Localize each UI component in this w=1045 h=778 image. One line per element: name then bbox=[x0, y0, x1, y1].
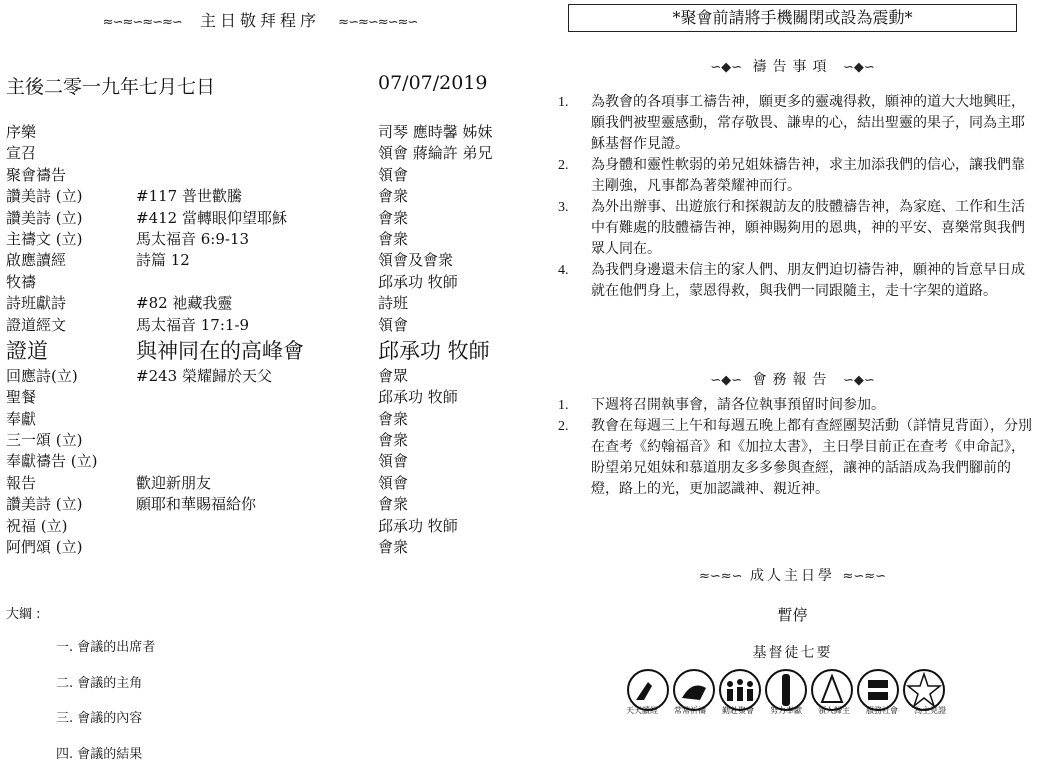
seven-musts-label: 勤赴聚會 bbox=[722, 705, 754, 716]
program-item: 讚美詩 (立) bbox=[6, 208, 82, 229]
program-row bbox=[6, 409, 511, 430]
outline-item: 三. 會議的內容 bbox=[56, 707, 155, 743]
program-row bbox=[6, 165, 511, 186]
outline-item: 一. 會議的出席者 bbox=[56, 636, 155, 672]
program-title: 主日敬拜程序 bbox=[200, 11, 320, 30]
flourish-left-icon: ∽◆∽ bbox=[710, 373, 742, 388]
program-row bbox=[6, 473, 511, 494]
list-text: 為教會的各項事工禱告神，願更多的靈魂得救，願神的道大大地興旺，願我們被聖靈感動，常存敬畏、謙卑的心，結出聖靈的果子，同為主耶穌基督作見證。 bbox=[591, 94, 1025, 152]
program-person: 會眾 bbox=[378, 366, 408, 387]
program-content: 願耶和華賜福給你 bbox=[136, 494, 256, 515]
program-row bbox=[6, 122, 511, 143]
program-row bbox=[6, 430, 511, 451]
program-row bbox=[6, 537, 511, 558]
program-content: #412 當轉眼仰望耶穌 bbox=[136, 208, 287, 229]
program-content: #117 普世歡騰 bbox=[136, 186, 242, 207]
program-person: 領會 bbox=[378, 315, 408, 336]
program-item: 奉獻禱告 (立) bbox=[6, 451, 97, 472]
program-content: 馬太福音 6:9-13 bbox=[136, 229, 249, 250]
seven-musts-labels bbox=[626, 705, 946, 716]
program-row bbox=[6, 143, 511, 164]
program-item: 聚會禱告 bbox=[6, 165, 66, 186]
program-item: 奉獻 bbox=[6, 409, 36, 430]
program-person: 邱承功 牧師 bbox=[378, 272, 458, 293]
program-item: 證道經文 bbox=[6, 315, 66, 336]
prayer-list bbox=[558, 92, 1038, 302]
program-item: 聖餐 bbox=[6, 387, 36, 408]
flourish-right-icon: ∽◆∽ bbox=[843, 373, 875, 388]
worship-program-page bbox=[0, 0, 520, 768]
program-item: 牧禱 bbox=[6, 272, 36, 293]
program-row bbox=[6, 494, 511, 515]
program-person: 會衆 bbox=[378, 537, 408, 558]
date-line bbox=[6, 72, 486, 99]
program-item: 祝福 (立) bbox=[6, 516, 67, 537]
list-number: 4. bbox=[558, 260, 569, 281]
list-number: 1. bbox=[558, 92, 569, 113]
list-number: 2. bbox=[558, 416, 569, 437]
seven-musts-title: 基督徒七要 bbox=[540, 642, 1045, 662]
program-row bbox=[6, 208, 511, 229]
program-item: 報告 bbox=[6, 473, 36, 494]
list-item bbox=[558, 197, 1038, 260]
outline-item: 二. 會議的主角 bbox=[56, 672, 155, 708]
program-person: 會衆 bbox=[378, 409, 408, 430]
flourish-right-icon: ≈∽≈∽ bbox=[842, 569, 886, 584]
list-item bbox=[558, 92, 1038, 155]
program-content: 詩篇 12 bbox=[136, 250, 190, 271]
program-person: 領會 bbox=[378, 451, 408, 472]
program-person: 邱承功 牧師 bbox=[378, 387, 458, 408]
program-row bbox=[6, 250, 511, 271]
outline-title: 大綱 : bbox=[6, 603, 41, 622]
list-item bbox=[558, 155, 1038, 197]
program-item: 主禱文 (立) bbox=[6, 229, 82, 250]
sunday-school-title bbox=[540, 565, 1045, 585]
program-item: 證道 bbox=[6, 336, 48, 366]
program-item: 讚美詩 (立) bbox=[6, 186, 82, 207]
seven-musts-label: 為主見證 bbox=[914, 705, 946, 716]
program-person: 會衆 bbox=[378, 208, 408, 229]
program-row bbox=[6, 315, 511, 336]
program-row bbox=[6, 387, 511, 408]
list-item bbox=[558, 395, 1038, 416]
program-item: 啟應讀經 bbox=[6, 250, 66, 271]
list-text: 教會在每週三上午和每週五晚上都有查經團契活動（詳情見背面），分別在查考《約翰福音》和《加拉太書》，主日學目前正在查考《申命記》，盼望弟兄姐妹和慕道朋友多多參與查經，讓神的話語成為我們腳前的燈，路上的光，更加認識神、親近神。 bbox=[591, 418, 1032, 497]
outline-list bbox=[56, 636, 155, 778]
program-content: 與神同在的高峰會 bbox=[136, 336, 304, 366]
list-text: 下週将召開執事會，請各位執事預留时间参加。 bbox=[591, 397, 885, 413]
program-person: 邱承功 牧師 bbox=[378, 336, 490, 366]
seven-musts-label: 常常祈禱 bbox=[674, 705, 706, 716]
program-item: 序樂 bbox=[6, 122, 36, 143]
program-person: 詩班 bbox=[378, 293, 408, 314]
program-row bbox=[6, 516, 511, 537]
list-number: 2. bbox=[558, 155, 569, 176]
announcements-page bbox=[540, 0, 1045, 768]
program-row bbox=[6, 366, 511, 387]
prayer-title-text: 禱告事項 bbox=[753, 59, 833, 75]
program-item: 回應詩(立) bbox=[6, 366, 78, 387]
program-item: 三一頌 (立) bbox=[6, 430, 82, 451]
outline-item: 四. 會議的結果 bbox=[56, 743, 155, 778]
list-text: 為外出辦事、出遊旅行和探親訪友的肢體禱告神，為家庭、工作和生活中有難處的肢體禱告神，願神賜夠用的恩典，神的平安、喜樂常與我們眾人同在。 bbox=[591, 199, 1025, 257]
sunday-school-title-text: 成人主日學 bbox=[750, 568, 835, 584]
flourish-right-icon: ∽◆∽ bbox=[843, 60, 875, 75]
program-content: 歡迎新朋友 bbox=[136, 473, 211, 494]
program-content: 馬太福音 17:1-9 bbox=[136, 315, 249, 336]
seven-musts-label: 領人歸主 bbox=[818, 705, 850, 716]
program-content: #82 祂藏我靈 bbox=[136, 293, 232, 314]
flourish-left-icon: ≈∽≈∽ bbox=[699, 569, 743, 584]
program-person: 會衆 bbox=[378, 494, 408, 515]
program-person: 領會 bbox=[378, 165, 408, 186]
seven-musts-label: 天天讀經 bbox=[626, 705, 658, 716]
program-person: 領會 bbox=[378, 473, 408, 494]
affairs-title-text: 會務報告 bbox=[753, 372, 833, 388]
program-row bbox=[6, 229, 511, 250]
program-row bbox=[6, 336, 511, 366]
list-text: 為身體和靈性軟弱的弟兄姐妹禱告神，求主加添我們的信心，讓我們靠主剛強，凡事都為著榮耀神而行。 bbox=[591, 157, 1025, 194]
program-row bbox=[6, 293, 511, 314]
list-number: 1. bbox=[558, 395, 569, 416]
date-numeric: 07/07/2019 bbox=[378, 72, 488, 94]
affairs-list bbox=[558, 395, 1038, 500]
program-person: 會衆 bbox=[378, 229, 408, 250]
list-text: 為我們身邊還未信主的家人們、朋友們迫切禱告神，願神的旨意早日成就在他們身上，蒙恩得救，與我們一同跟隨主，走十字架的道路。 bbox=[591, 262, 1025, 299]
program-item: 讚美詩 (立) bbox=[6, 494, 82, 515]
sunday-school-status: 暫停 bbox=[540, 604, 1045, 625]
program-row bbox=[6, 451, 511, 472]
program-list bbox=[6, 122, 511, 558]
ornament-right: ≈∽≈∽≈∽≈∽ bbox=[338, 15, 417, 30]
program-person: 會衆 bbox=[378, 430, 408, 451]
program-person: 領會 蔣綸許 弟兄 bbox=[378, 143, 493, 164]
list-item bbox=[558, 260, 1038, 302]
date-chinese: 主後二零一九年七月七日 bbox=[6, 76, 215, 98]
program-row bbox=[6, 186, 511, 207]
program-row bbox=[6, 272, 511, 293]
seven-musts-label: 服務社會 bbox=[866, 705, 898, 716]
service-icon bbox=[858, 670, 898, 710]
program-item: 阿們頌 (立) bbox=[6, 537, 82, 558]
list-item bbox=[558, 416, 1038, 500]
program-person: 會衆 bbox=[378, 186, 408, 207]
prayer-section-title bbox=[540, 56, 1045, 76]
program-item: 詩班獻詩 bbox=[6, 293, 66, 314]
list-number: 3. bbox=[558, 197, 569, 218]
program-item: 宣召 bbox=[6, 143, 36, 164]
ornament-left: ≈∽≈∽≈∽≈∽ bbox=[103, 15, 182, 30]
program-header bbox=[80, 8, 440, 31]
program-content: #243 榮耀歸於天父 bbox=[136, 366, 272, 387]
program-person: 邱承功 牧師 bbox=[378, 516, 458, 537]
flourish-left-icon: ∽◆∽ bbox=[710, 60, 742, 75]
affairs-section-title bbox=[540, 369, 1045, 389]
program-person: 司琴 應時馨 姊妹 bbox=[378, 122, 493, 143]
program-person: 領會及會衆 bbox=[378, 250, 453, 271]
seven-musts-label: 努力奉獻 bbox=[770, 705, 802, 716]
phone-notice: *聚會前請將手機關閉或設為震動* bbox=[568, 4, 1017, 32]
